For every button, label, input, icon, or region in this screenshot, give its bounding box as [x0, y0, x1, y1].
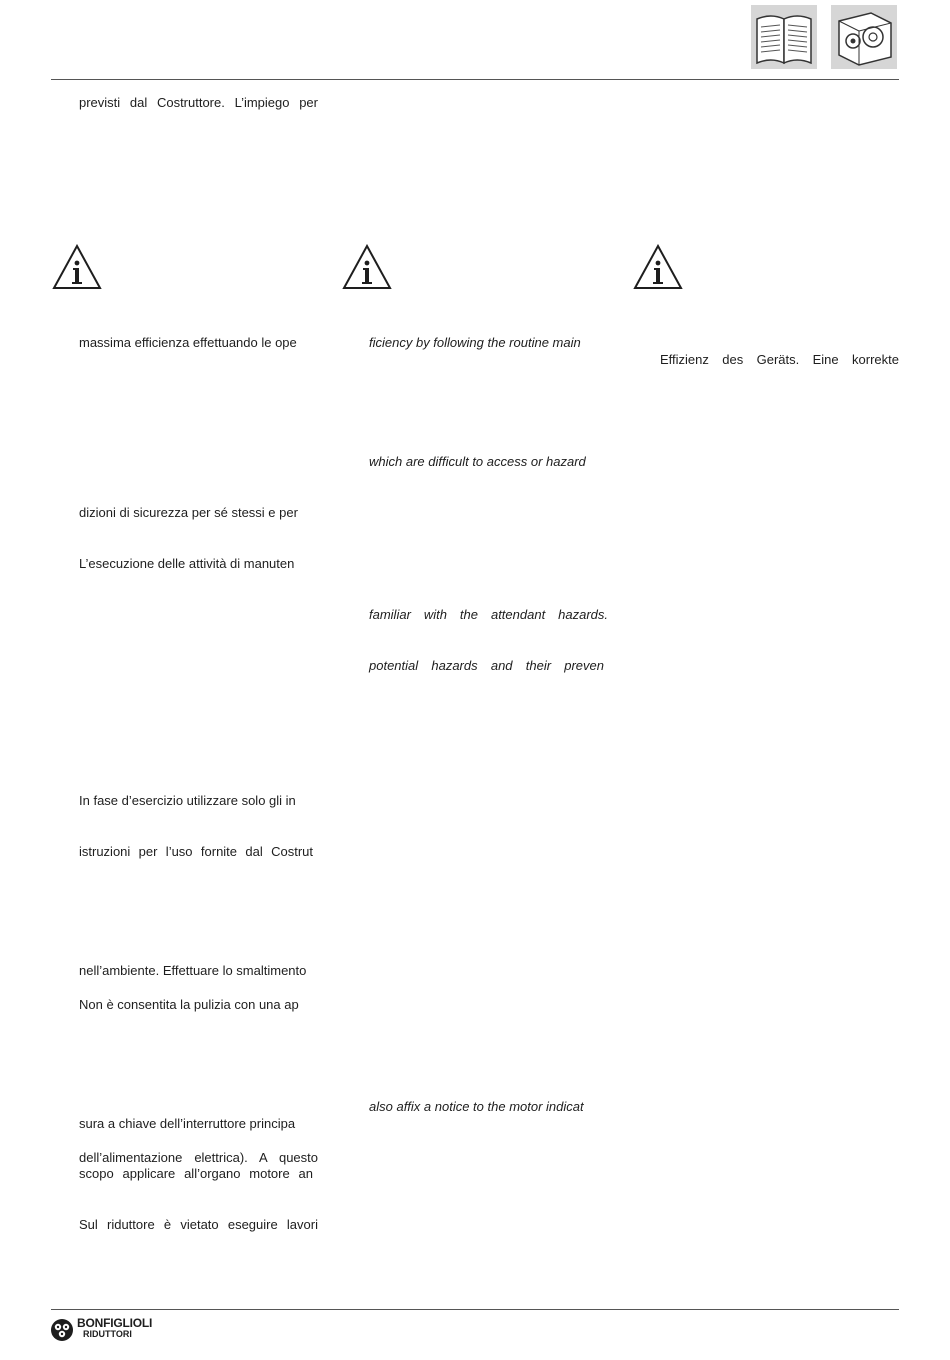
- italian-line-2: massima efficienza effettuando le ope: [79, 335, 297, 350]
- english-line-3: familiar with the attendant hazards.: [369, 607, 608, 622]
- german-line-1: Effizienz des Geräts. Eine korrekte: [660, 352, 899, 367]
- brand-name: BONFIGLIOLI: [77, 1316, 153, 1330]
- italian-line-8: Non è consentita la pulizia con una ap: [79, 997, 299, 1012]
- info-warning-icon: [633, 244, 683, 290]
- italian-line-3: dizioni di sicurezza per sé stessi e per: [79, 505, 298, 520]
- italian-line-1: previsti dal Costruttore. L’impiego per: [79, 95, 318, 110]
- english-line-4: potential hazards and their preven: [369, 658, 604, 673]
- italian-line-12: Sul riduttore è vietato eseguire lavori: [79, 1217, 318, 1232]
- info-warning-icon: [342, 244, 392, 290]
- italian-line-6: istruzioni per l’uso fornite dal Costrut: [79, 844, 313, 859]
- bonfiglioli-logo: [50, 1316, 160, 1344]
- english-line-5: also affix a notice to the motor indicat: [369, 1099, 584, 1114]
- manual-book-icon: [751, 5, 817, 69]
- italian-line-9: sura a chiave dell’interruttore principa: [79, 1116, 296, 1131]
- english-line-1: ficiency by following the routine main: [369, 335, 581, 350]
- italian-line-11: scopo applicare all’organo motore an: [79, 1166, 313, 1181]
- italian-line-10: dell’alimentazione elettrica). A questo: [79, 1150, 318, 1165]
- brand-sub: RIDUTTORI: [83, 1329, 132, 1339]
- italian-line-4: L’esecuzione delle attività di manuten: [79, 556, 295, 571]
- italian-line-5: In fase d’esercizio utilizzare solo gli in: [79, 793, 296, 808]
- gear-logo-icon: [50, 1318, 74, 1342]
- italian-line-7: nell’ambiente. Effettuare lo smaltimento: [79, 963, 307, 978]
- footer-divider: [51, 1309, 899, 1310]
- gearbox-icon: [831, 5, 897, 69]
- info-warning-icon: [52, 244, 102, 290]
- english-line-2: which are difficult to access or hazard: [369, 454, 586, 469]
- header-divider: [51, 79, 899, 80]
